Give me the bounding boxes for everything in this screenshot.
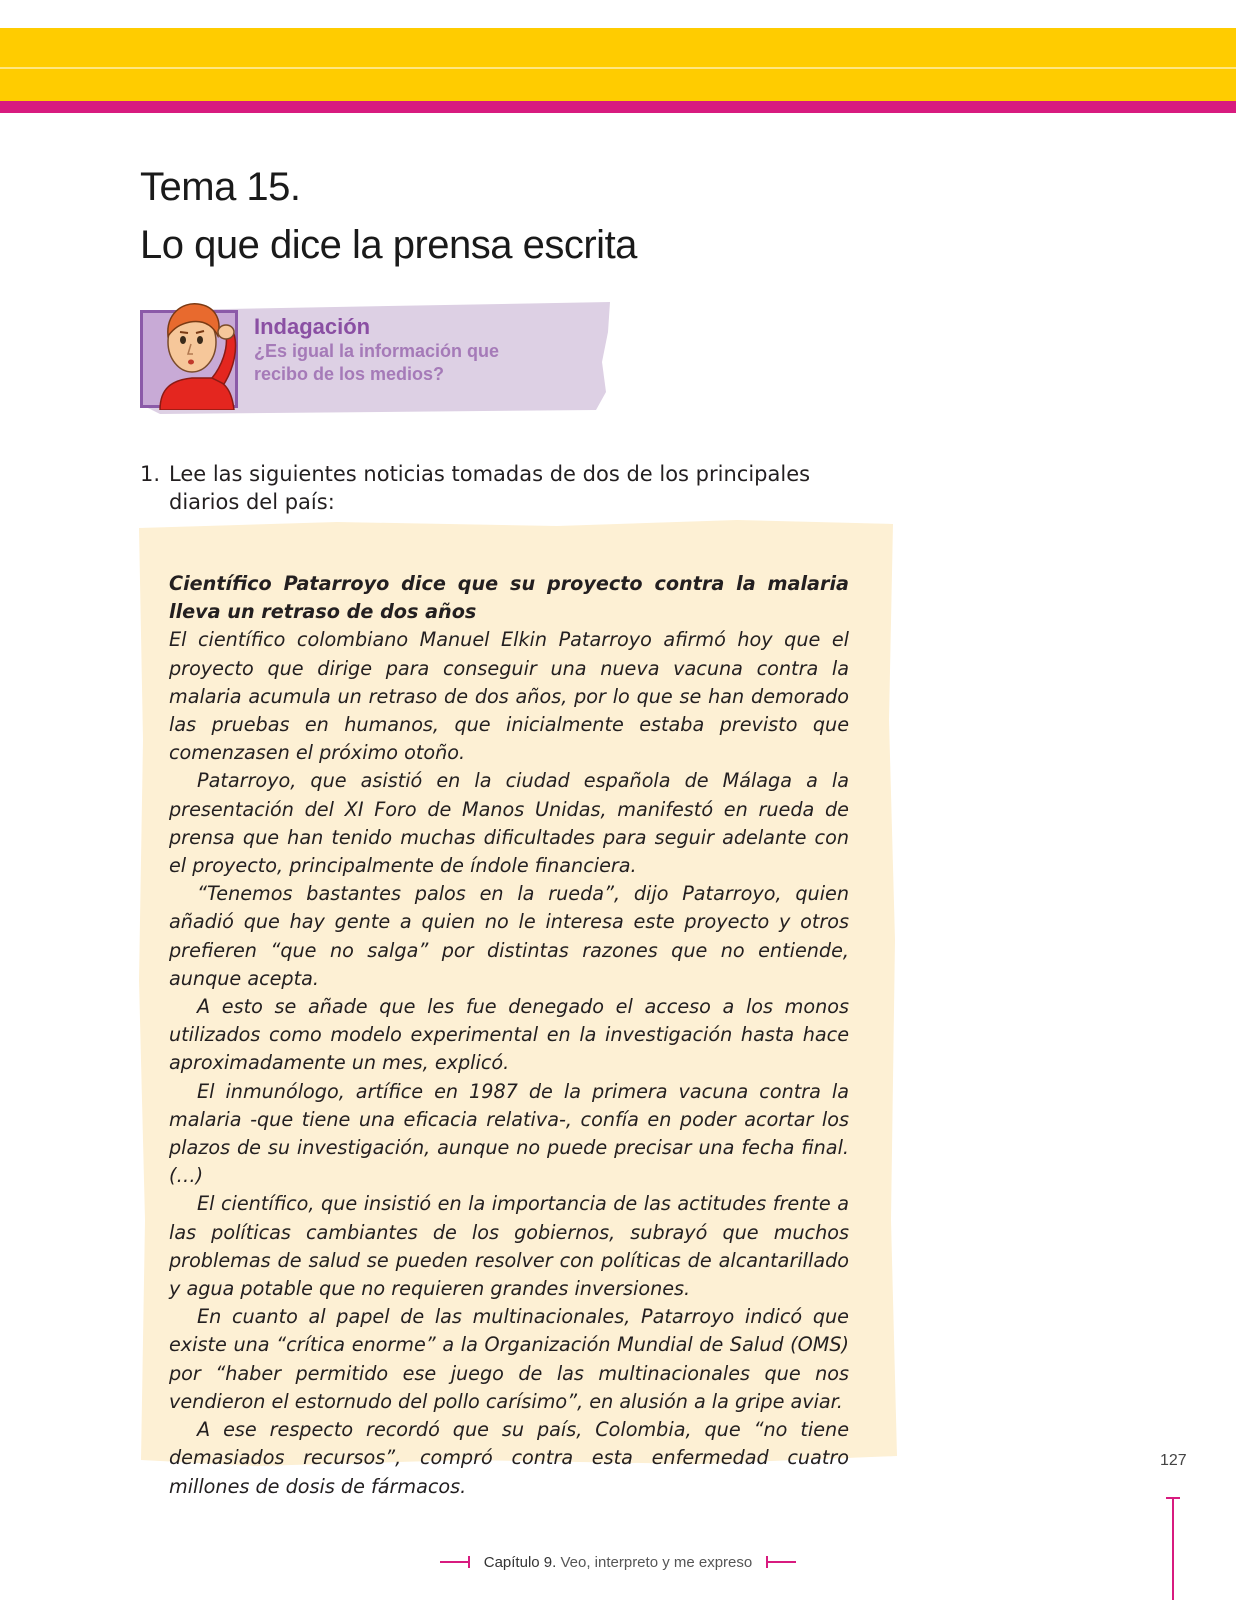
instruction-number: 1. <box>140 462 161 486</box>
article-paragraph: El científico colombiano Manuel Elkin Patarroyo afirmó hoy que el proyecto que dirige para conseguir una nueva vacuna contra la malaria acumula un retraso de dos años, por lo que se han demorado las pruebas en humanos, que inicialmente estaba previsto que comenzasen el próximo otoño. <box>169 628 849 765</box>
instruction-item <box>140 460 860 516</box>
article-paragraph: En cuanto al papel de las multinacionales, Patarroyo indicó que existe una “crítica enorme” a la Organización Mundial de Salud (OMS) por “haber permitido ese juego de las multinacionales que nos vendieron el estornudo del pollo carísimo”, en alusión a la gripe aviar. <box>169 1305 849 1413</box>
page-title <box>140 158 637 274</box>
indagacion-label: Indagación <box>254 314 371 339</box>
indagacion-question: ¿Es igual la información que recibo de los medios? <box>254 341 500 384</box>
article-paragraph: A esto se añade que les fue denegado el acceso a los monos utilizados como modelo experimental en la investigación hasta hace aproximadamente un mes, explicó. <box>169 995 849 1075</box>
header-band <box>0 28 1236 102</box>
thinking-boy-icon <box>142 296 252 410</box>
instruction-text: Lee las siguientes noticias tomadas de dos de los principales diarios del país: <box>169 462 811 514</box>
title-topic-number: Tema 15. <box>140 165 301 209</box>
header-accent-stripe <box>0 101 1236 113</box>
header-band-divider <box>0 67 1236 69</box>
page-footer <box>0 1550 1236 1571</box>
indagacion-callout <box>140 302 622 416</box>
article-headline: Científico Patarroyo dice que su proyecto contra la malaria lleva un retraso de dos años <box>169 572 849 624</box>
page-number: 127 <box>1160 1452 1187 1469</box>
title-topic-name: Lo que dice la prensa escrita <box>140 223 637 267</box>
margin-rule <box>1172 1497 1174 1600</box>
news-article <box>169 570 849 1501</box>
footer-left-mark <box>440 1561 470 1563</box>
article-paragraph: El inmunólogo, artífice en 1987 de la primera vacuna contra la malaria -que tiene una eficacia relativa-, confía en poder acortar los plazos de su investigación, aunque no puede precisar una fecha final. (…) <box>169 1079 849 1188</box>
article-paragraph: A ese respecto recordó que su país, Colombia, que “no tiene demasiados recursos”, compró contra esta enfermedad cuatro millones de dosis de fármacos. <box>169 1418 849 1498</box>
article-paragraph: “Tenemos bastantes palos en la rueda”, dijo Patarroyo, quien añadió que hay gente a quien no le interesa este proyecto y otros prefieren “que no salga” por distintas razones que no entiende, aunque acepta. <box>169 882 849 990</box>
footer-right-mark <box>766 1561 796 1563</box>
footer-chapter-title: Veo, interpreto y me expreso <box>560 1553 753 1571</box>
footer-chapter: Capítulo 9. <box>483 1553 557 1571</box>
article-paragraph: El científico, que insistió en la importancia de las actitudes frente a las políticas cambiantes de los gobiernos, subrayó que muchos problemas de salud se pueden resolver con políticas de alcantarillado y agua potable que no requieren grandes inversiones. <box>169 1192 849 1301</box>
article-paragraph: Patarroyo, que asistió en la ciudad española de Málaga a la presentación del XI Foro de Manos Unidas, manifestó en rueda de prensa que han tenido muchas dificultades para seguir adelante con el proyecto, principalmente de índole financiera. <box>169 769 849 878</box>
